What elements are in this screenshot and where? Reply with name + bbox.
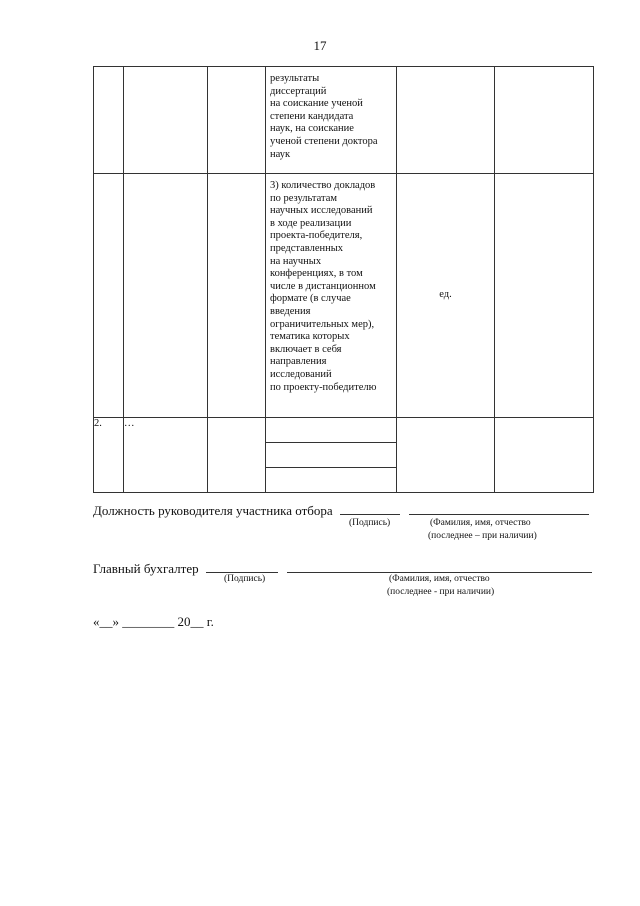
table-cell bbox=[124, 67, 208, 174]
table-cell bbox=[495, 67, 594, 174]
text-line: научных исследований bbox=[270, 205, 373, 217]
table-row bbox=[94, 174, 594, 418]
signature-field bbox=[206, 560, 278, 573]
table-cell bbox=[495, 418, 594, 493]
table-cell bbox=[208, 418, 266, 493]
table-cell bbox=[94, 67, 124, 174]
text-line: наук, на соискание bbox=[270, 123, 354, 135]
page-number: 17 bbox=[313, 38, 327, 53]
text-line: ученой степени доктора bbox=[270, 135, 378, 147]
text-line: степени кандидата bbox=[270, 110, 354, 122]
table-cell bbox=[266, 443, 397, 468]
name-caption-note: (последнее - при наличии) bbox=[387, 587, 495, 597]
name-caption: (Фамилия, имя, отчество bbox=[389, 574, 490, 584]
text-line: результаты bbox=[270, 73, 320, 84]
table-cell bbox=[208, 67, 266, 174]
full-name-field bbox=[287, 560, 592, 573]
text-line: формате (в случае bbox=[270, 293, 351, 305]
text-line: конференциях, в том bbox=[270, 268, 363, 280]
table-row bbox=[94, 67, 594, 174]
text-line: по результатам bbox=[270, 192, 338, 204]
table-cell bbox=[495, 174, 594, 418]
date-line bbox=[93, 614, 214, 630]
table-row bbox=[94, 418, 594, 443]
text-line: на соискание ученой bbox=[270, 98, 363, 110]
name-caption-note: (последнее – при наличии) bbox=[428, 531, 537, 541]
row-name-cell: … bbox=[124, 418, 208, 493]
signature-caption: (Подпись) bbox=[349, 518, 391, 528]
text-line: введения bbox=[270, 305, 311, 317]
table-cell bbox=[397, 418, 495, 493]
text-line: 3) количество докладов bbox=[270, 180, 376, 191]
name-caption: (Фамилия, имя, отчество bbox=[430, 518, 531, 528]
text-line: исследований bbox=[270, 368, 332, 380]
head-position-label: Должность руководителя участника отбора bbox=[93, 503, 333, 518]
text-line: проекта-победителя, bbox=[270, 230, 363, 242]
accountant-label: Главный бухгалтер bbox=[93, 561, 199, 576]
text-line: ограничительных мер), bbox=[270, 318, 375, 330]
unit-cell: ед. bbox=[397, 174, 495, 418]
indicator-name-cell bbox=[266, 67, 397, 174]
text-line: числе в дистанционном bbox=[270, 280, 376, 292]
table-cell bbox=[208, 174, 266, 418]
table-cell bbox=[397, 67, 495, 174]
table-cell bbox=[266, 418, 397, 443]
full-name-field bbox=[409, 502, 589, 515]
date-month: ________ bbox=[122, 614, 175, 629]
signature-caption: (Подпись) bbox=[224, 574, 266, 584]
table-cell bbox=[94, 174, 124, 418]
table-cell bbox=[124, 174, 208, 418]
text-line: наук bbox=[270, 148, 291, 160]
text-line: на научных bbox=[270, 255, 322, 267]
date-day: «__» bbox=[93, 614, 119, 629]
signature-field bbox=[340, 502, 400, 515]
text-line: тематика которых bbox=[270, 331, 350, 343]
indicators-table bbox=[93, 66, 594, 493]
text-line: включает в себя bbox=[270, 343, 342, 355]
text-line: диссертаций bbox=[270, 85, 327, 97]
date-year: 20__ г. bbox=[177, 614, 214, 629]
head-signature-line bbox=[93, 502, 589, 519]
accountant-signature-line bbox=[93, 560, 592, 577]
text-line: направления bbox=[270, 356, 327, 368]
table-cell bbox=[266, 468, 397, 493]
indicator-name-cell bbox=[266, 174, 397, 418]
row-number-cell: 2. bbox=[94, 418, 124, 493]
text-line: представленных bbox=[270, 242, 344, 254]
text-line: в ходе реализации bbox=[270, 217, 352, 229]
text-line: по проекту-победителю bbox=[270, 381, 377, 393]
